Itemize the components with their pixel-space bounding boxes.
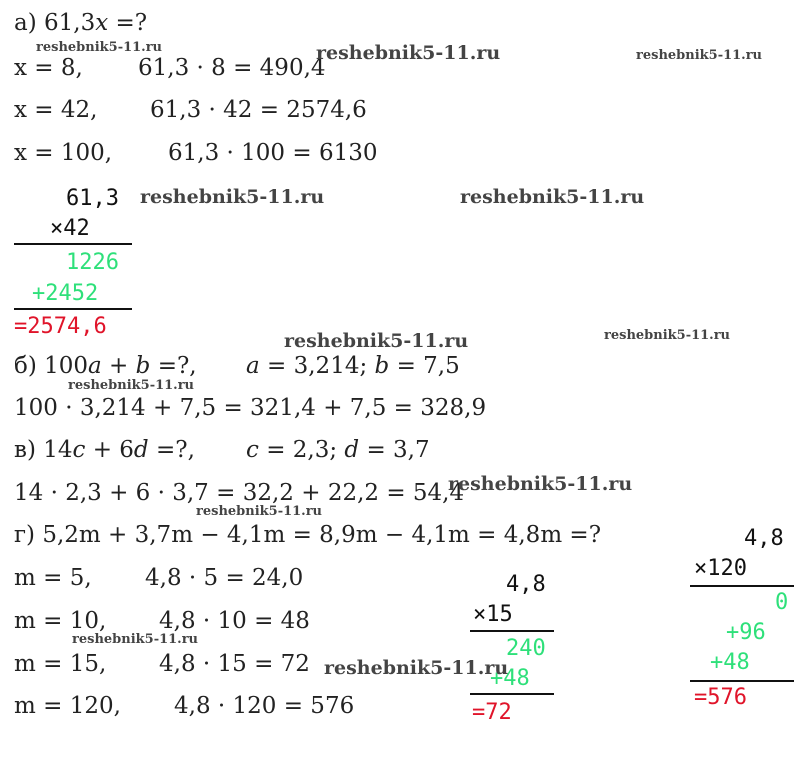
section-a-row-1: x = 8, 61,3 · 8 = 490,4 (14, 55, 326, 81)
watermark: reshebnik5-11.ru (316, 42, 501, 64)
column-a-partial-1: 1226 (66, 250, 119, 275)
watermark: reshebnik5-11.ru (196, 504, 323, 519)
section-g-row-1: m = 5, 4,8 · 5 = 24,0 (14, 565, 304, 591)
column-a-rule-1 (14, 243, 132, 245)
column-120-top: 4,8 (744, 526, 784, 551)
watermark: reshebnik5-11.ru (448, 473, 633, 495)
section-g-header: г) 5,2m + 3,7m − 4,1m = 8,9m − 4,1m = 4,8m =? (14, 522, 602, 548)
section-a-header: а) 61,3x =? (14, 10, 148, 36)
watermark: reshebnik5-11.ru (284, 330, 469, 352)
section-g-row-4: m = 120, 4,8 · 120 = 576 (14, 693, 355, 719)
section-b-header: б) 100a + b =?, a = 3,214; b = 7,5 (14, 353, 460, 379)
column-a-rule-2 (14, 308, 132, 310)
column-120-rule-2 (690, 680, 794, 682)
column-120-partial-3: +48 (710, 650, 750, 675)
watermark: reshebnik5-11.ru (140, 186, 325, 208)
watermark: reshebnik5-11.ru (604, 328, 731, 343)
column-15-top: 4,8 (506, 572, 546, 597)
section-g-row-2: m = 10, 4,8 · 10 = 48 (14, 608, 310, 634)
column-15-rule-2 (470, 693, 554, 695)
watermark: reshebnik5-11.ru (68, 378, 195, 393)
column-120-partial-2: +96 (726, 620, 766, 645)
watermark: reshebnik5-11.ru (460, 186, 645, 208)
column-15-result: =72 (472, 700, 512, 725)
column-120-result: =576 (694, 685, 747, 710)
watermark: reshebnik5-11.ru (72, 632, 199, 647)
watermark: reshebnik5-11.ru (636, 48, 763, 63)
column-15-partial-1: 240 (506, 636, 546, 661)
column-15-rule-1 (470, 630, 554, 632)
column-a-top: 61,3 (66, 186, 119, 211)
column-a-partial-2: +2452 (32, 281, 99, 306)
column-120-partial-1: 0 (775, 590, 789, 615)
section-g-row-3: m = 15, 4,8 · 15 = 72 (14, 651, 310, 677)
section-b-calc: 100 · 3,214 + 7,5 = 321,4 + 7,5 = 328,9 (14, 395, 487, 421)
section-v-header: в) 14c + 6d =?, c = 2,3; d = 3,7 (14, 437, 430, 463)
section-a-row-3: x = 100, 61,3 · 100 = 6130 (14, 140, 378, 166)
column-15-partial-2: +48 (490, 666, 530, 691)
column-120-rule-1 (690, 585, 794, 587)
column-15-multiplier: ×15 (473, 602, 513, 627)
watermark: reshebnik5-11.ru (324, 657, 509, 679)
section-a-row-2: x = 42, 61,3 · 42 = 2574,6 (14, 97, 367, 123)
column-120-multiplier: ×120 (694, 556, 747, 581)
section-v-calc: 14 · 2,3 + 6 · 3,7 = 32,2 + 22,2 = 54,4 (14, 480, 465, 506)
column-a-result: =2574,6 (14, 314, 107, 339)
column-a-multiplier: ×42 (50, 216, 90, 241)
watermark: reshebnik5-11.ru (36, 40, 163, 55)
